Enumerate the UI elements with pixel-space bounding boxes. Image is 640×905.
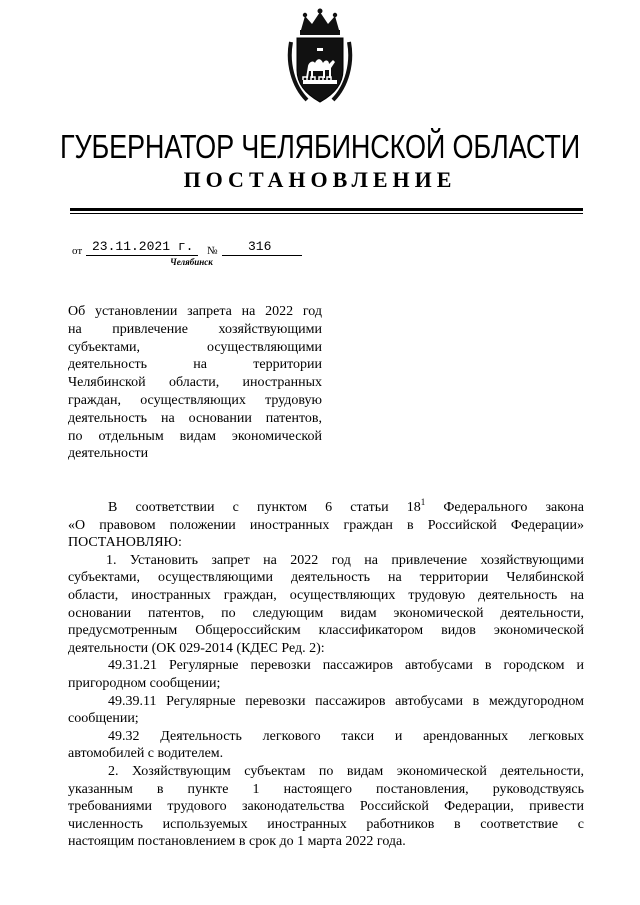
item-1-line: деятельности (ОК 029-2014 (КДЕС Ред. 2): (68, 640, 325, 656)
subject-line: субъектами, осуществляющими (68, 339, 322, 355)
chelyabinsk-coat-of-arms-icon (287, 8, 353, 106)
code-line: пригородном сообщении; (68, 675, 221, 691)
article-superscript: 1 (420, 497, 426, 507)
date-label: от (72, 245, 83, 257)
issuer-title: ГУБЕРНАТОР ЧЕЛЯБИНСКОЙ ОБЛАСТИ (60, 128, 580, 165)
preamble-line: «О правовом положении иностранных граждан в Российской Федерации» (68, 517, 584, 533)
preamble-text: Федерального закона (425, 500, 584, 515)
item-1-line: основании патентов, по следующим видам экономической деятельности, (68, 605, 584, 621)
subject-line: деятельность на территории (68, 357, 322, 373)
item-2-line: настоящим постановлением в срок до 1 марта 2022 года. (68, 834, 406, 850)
document-body (68, 494, 584, 851)
code-49-32 (68, 728, 584, 763)
number-underline (222, 255, 302, 256)
subject-block (68, 303, 322, 463)
header-rule-thick (70, 208, 583, 211)
subject-line: деятельность на основании патентов, (68, 410, 322, 426)
document-type-title: ПОСТАНОВЛЕНИЕ (183, 167, 457, 192)
number-label: № (207, 245, 218, 257)
item-1-line: предусмотренным Общероссийским классификатором видов экономической (68, 623, 584, 639)
code-49-31-21 (68, 657, 584, 692)
subject-line: деятельности (68, 446, 149, 462)
code-line: 49.31.21 Регулярные перевозки пассажиров автобусами в городском и (108, 658, 584, 674)
item-2-line: 2. Хозяйствующим субъектам по видам экономической деятельности, (108, 763, 584, 779)
code-line: сообщении; (68, 711, 139, 727)
code-line: 49.32 Деятельность легкового такси и арендованных легковых (108, 728, 584, 744)
city-name: Челябинск (170, 257, 213, 267)
preamble-line (68, 494, 584, 517)
item-1 (68, 552, 584, 658)
item-2-line: требованиями трудового законодательства Российской Федерации, привести (68, 799, 584, 815)
preamble (68, 494, 584, 552)
item-2 (68, 763, 584, 851)
document-date: 23.11.2021 г. (92, 239, 194, 254)
subject-line: Об установлении запрета на 2022 год (68, 304, 322, 319)
subject-line: на привлечение хозяйствующими (68, 321, 322, 337)
subject-line: по отдельным видам экономической (68, 428, 322, 444)
header-rule-thin (70, 213, 583, 214)
item-1-line: субъектами, осуществляющими деятельность на территории Челябинской (68, 570, 584, 586)
item-2-line: указанным в пункте 1 настоящего постановления, руководствуясь (68, 781, 584, 797)
item-1-line: 1. Установить запрет на 2022 год на привлечение хозяйствующими (106, 552, 584, 568)
code-line: 49.39.11 Регулярные перевозки пассажиров автобусами в междугородном (108, 693, 584, 709)
date-underline (86, 255, 198, 256)
code-49-39-11 (68, 693, 584, 728)
preamble-text: В соответствии с пунктом 6 статьи 18 (108, 500, 421, 515)
code-line: автомобилей с водителем. (68, 746, 224, 762)
subject-line: граждан, осуществляющих трудовую (68, 392, 322, 408)
resolution-word: ПОСТАНОВЛЯЮ: (68, 535, 182, 551)
document-number: 316 (248, 239, 272, 254)
subject-line: Челябинской области, иностранных (68, 375, 322, 391)
item-1-line: области, иностранных граждан, осуществляющих трудовую деятельность на (68, 587, 584, 603)
item-2-line: численность используемых иностранных работников в соответствие с (68, 816, 584, 832)
